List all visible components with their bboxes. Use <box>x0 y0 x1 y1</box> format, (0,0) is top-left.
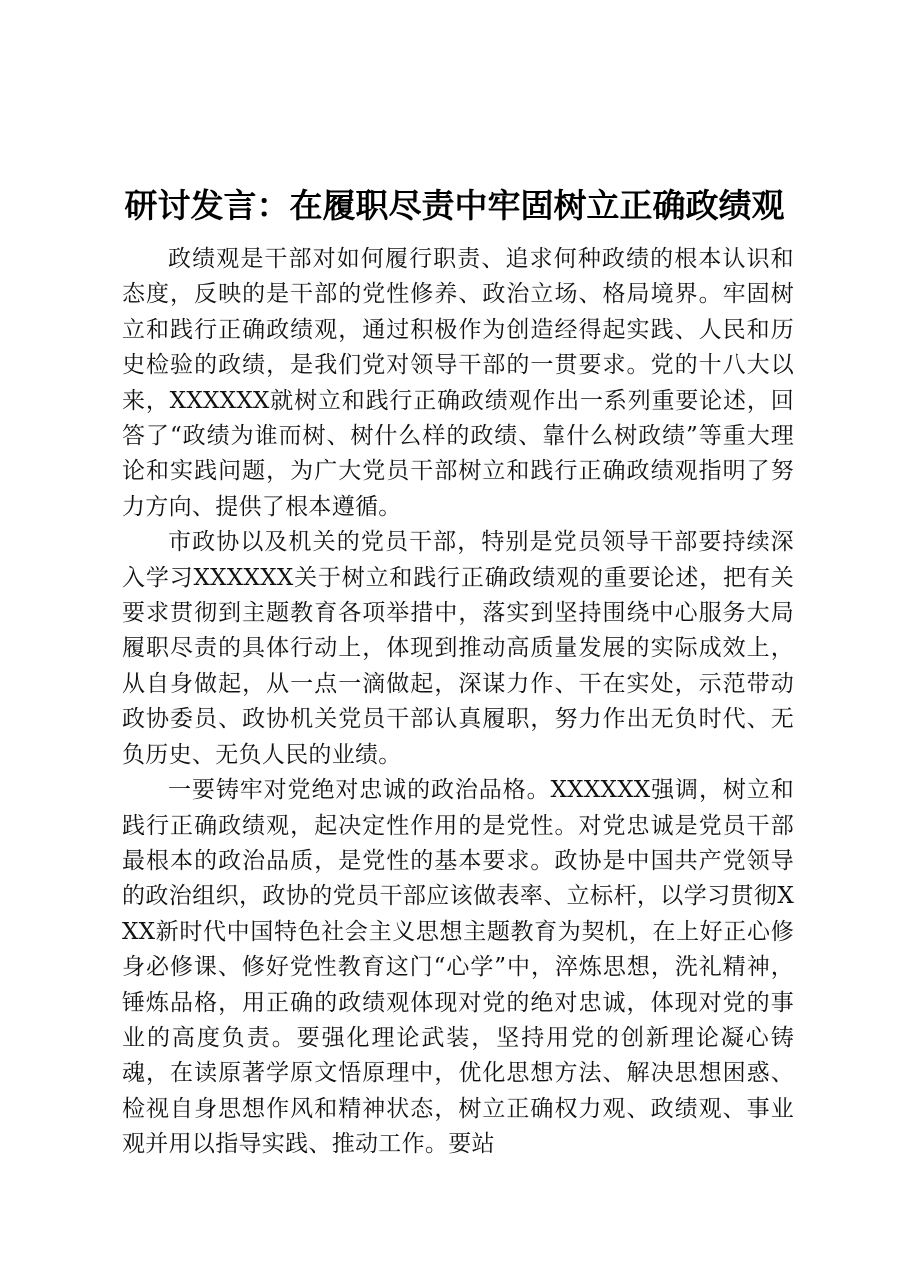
paragraph-3: 一要铸牢对党绝对忠诚的政治品格。XXXXXX强调，树立和践行正确政绩观，起决定性作用的是党性。对党忠诚是党员干部最根本的政治品质，是党性的基本要求。政协是中国共产党领导的政治组织，政协的党员干部应该做表率、立标杆，以学习贯彻XXX新时代中国特色社会主义思想主题教育为契机，在上好正心修身必修课、修好党性教育这门“心学”中，淬炼思想，洗礼精神，锤炼品格，用正确的政绩观体现对党的绝对忠诚，体现对党的事业的高度负责。要强化理论武装，坚持用党的创新理论凝心铸魂，在读原著学原文悟原理中，优化思想方法、解决思想困惑、检视自身思想作风和精神状态，树立正确权力观、政绩观、事业观并用以指导实践、推动工作。要站 <box>122 777 794 1158</box>
paragraph-1: 政绩观是干部对如何履行职责、追求何种政绩的根本认识和态度，反映的是干部的党性修养、政治立场、格局境界。牢固树立和践行正确政绩观，通过积极作为创造经得起实践、人民和历史检验的政绩，是我们党对领导干部的一贯要求。党的十八大以来，XXXXXX就树立和践行正确政绩观作出一系列重要论述，回答了“政绩为谁而树、树什么样的政绩、靠什么树政绩”等重大理论和实践问题，为广大党员干部树立和践行正确政绩观指明了努力方向、提供了根本遵循。 <box>122 246 794 520</box>
paragraph-2: 市政协以及机关的党员干部，特别是党员领导干部要持续深入学习XXXXXX关于树立和践行正确政绩观的重要论述，把有关要求贯彻到主题教育各项举措中，落实到坚持围绕中心服务大局履职尽责的具体行动上，体现到推动高质量发展的实际成效上，从自身做起，从一点一滴做起，深谋力作、干在实处，示范带动政协委员、政协机关党员干部认真履职，努力作出无负时代、无负历史、无负人民的业绩。 <box>122 529 794 768</box>
document-body <box>122 242 794 1163</box>
document-title: 研讨发言：在履职尽责中牢固树立正确政绩观 <box>124 186 785 225</box>
